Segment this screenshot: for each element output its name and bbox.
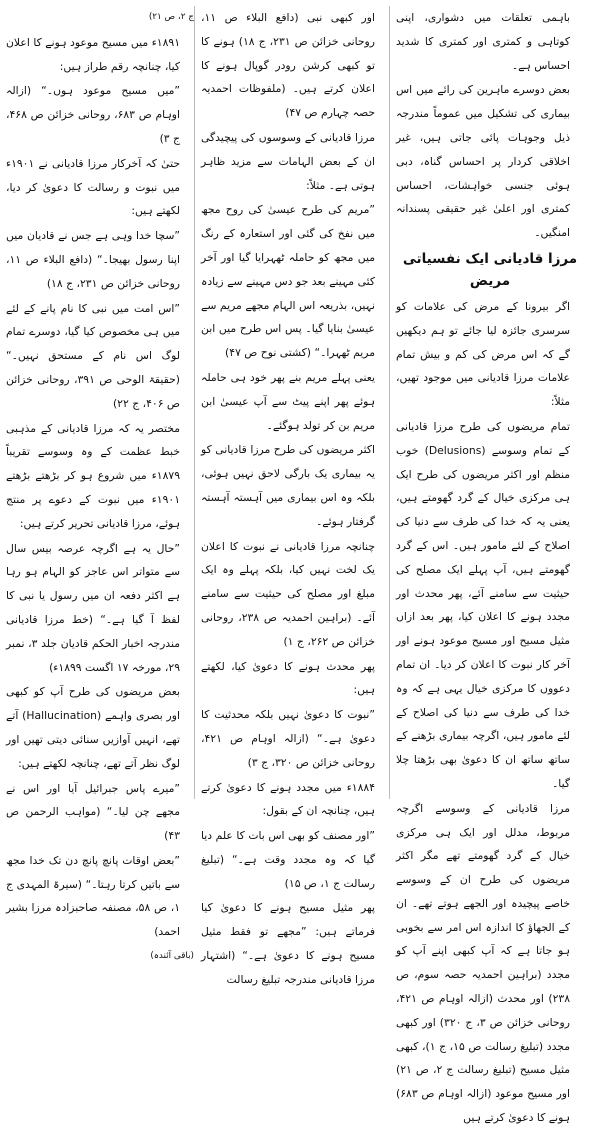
paragraph: اگر بیرونا کے مرض کی علامات کو سرسری جائزہ لیا جائے تو ہم دیکھیں گے کہ اس مرض کی کم و بیش تمام علامات مرزا قادیانی میں موجود تھیں، مثلاً: <box>396 299 570 409</box>
paragraph: مرزا قادیانی کے وسوسے اگرچہ مربوط، مدلل اور ایک ہی مرکزی خیال کے گرد گھومتے تھے مگر اکثر مریضوں کی طرح ان کے وسوسے خاصے پیچیدہ اور الجھے ہوتے تھے۔ ان کے الجھاؤ کا اندازہ اس امر سے بخوبی ہو جاتا ہے کہ آپ کبھی اپنے آپ کو مجدد (براہین احمدیہ حصہ سوم، ص ۲۳۸) اور محدث (ازالہ اوہام ص ۴۲۱، روحانی خزائن ص ۳، ج ۳۲۰) اور کبھی مجدد (تبلیغ رسالت ص ۱۵، ج ۱)، کبھی مثیل مسیح (تبلیغ رسالت ج ۲، ص ۲۱) اور مسیح موعود (ازالہ اوہام ص ۶۸۳) ہونے کا دعویٰ کرتے ہیں <box>396 801 570 1125</box>
paragraph: ۱۸۸۴ء میں مجدد ہونے کا دعویٰ کرتے ہیں، چنانچہ ان کے بقول: <box>201 780 375 818</box>
paragraph: مرزا قادیانی کے وسوسوں کی پیچیدگی ان کے بعض الہامات سے مزید ظاہر ہوتی ہے۔ مثلاً: <box>201 130 375 192</box>
paragraph: ”سچا خدا وہی ہے جس نے قادیان میں اپنا رسول بھیجا۔“ (دافع البلاء ص ۱۱، روحانی خزائن ص ۲۳۱، ج ۱۸) <box>6 229 180 290</box>
paragraph: ”حال یہ ہے اگرچہ عرصہ بیس سال سے متواتر اس عاجز کو الہام ہو رہا ہے اکثر دفعہ ان میں رسول یا نبی کا لفظ آ گیا ہے۔“ (خط مرزا قادیانی مندرجہ اخبار الحکم قادیان جلد ۳، نمبر ۲۹، مورخہ ۱۷ اگست ۱۸۹۹ء) <box>6 541 180 674</box>
paragraph: پھر مثیل مسیح ہونے کا دعویٰ کیا فرماتے ہیں: ”مجھے تو فقط مثیل مسیح ہونے کا دعویٰ ہے۔“ (اشتہار مرزا قادیانی مندرجہ تبلیغ رسالت <box>201 901 375 986</box>
paragraph: ”اس امت میں نبی کا نام پانے کے لئے میں ہی مخصوص کیا گیا، دوسرے تمام لوگ اس نام کے مستحق نہیں۔“ (حقیقۃ الوحی ص ۳۹۱، روحانی خزائن ص ۴۰۶، ج ۲۲) <box>6 301 180 410</box>
paragraph: پھر محدث ہونے کا دعویٰ کیا، لکھتے ہیں: <box>201 659 375 697</box>
reference-note: ج ۲، ص ۲۱) <box>148 12 194 22</box>
paragraph: ”مریم کی طرح عیسیٰ کی روح مجھ میں نفخ کی گئی اور استعارہ کے رنگ میں مجھ کو حاملہ ٹھہرایا گیا اور آخر کئی مہینے بعد جو دس مہینے سے زیادہ نہیں، بذریعہ اس الہام مجھے مریم سے عیسیٰ بنایا گیا۔ پس اس طرح میں ابن مریم ٹھہرا۔“ (کشتی نوح ص ۴۷) <box>201 203 375 360</box>
paragraph: بعض مریضوں کی طرح آپ کو کبھی اور بصری واہمے (Hallucination) آتے تھے، انہیں آوازیں سنائی دیتی تھیں اور لوگ نظر آتے تھے، چنانچہ لکھتے ہیں: <box>6 685 180 770</box>
paragraph: اکثر مریضوں کی طرح مرزا قادیانی کو یہ بیماری یک بارگی لاحق نہیں ہوئی، بلکہ وہ اس بیماری میں آہستہ آہستہ گرفتار ہوئے۔ <box>201 443 375 528</box>
text-column-left <box>6 6 195 962</box>
paragraph: ”بعض اوقات پانچ پانچ دن تک خدا مجھ سے باتیں کرتا رہتا۔“ (سیرۃ المہدی ج ۱، ص ۵۸، مصنفہ صاحبزادہ مرزا بشیر احمد) <box>6 853 180 939</box>
text-column-middle <box>201 6 390 986</box>
section-heading: مرزا قادیانی ایک نفسیاتی مریض <box>402 250 578 289</box>
paragraph: تمام مریضوں کی طرح مرزا قادیانی کے تمام وسوسے (Delusions) خوب منظم اور اکثر مریضوں کی طرح ایک ہی مرکزی خیال کے گرد گھومتے ہیں، یعنی یہ کہ خدا کی طرف سے دنیا کی اصلاح کے لئے مامور ہیں۔ اس کے گرد گھومتے ہیں، آپ پہلے ایک مصلح کی حیثیت سے سامنے آئے، پھر محدث اور مجدد ہونے کا اعلان کیا، پھر بعد ازاں مثیل مسیح اور مسیح موعود ہونے اور آخر کار نبوت کا اعلان کر دیا۔ ان تمام دعووں کا مرکزی خیال یہی ہے کہ وہ خدا کی طرف سے دنیا کی اصلاح کے لئے مامور ہیں، اگرچہ بیماری بڑھنے کے ساتھ ساتھ ان کا دعویٰ بھی بڑھتا چلا گیا۔ <box>396 419 570 790</box>
paragraph: مختصر یہ کہ مرزا قادیانی کے مذہبی خبط عظمت کے وہ وسوسے تقریباً ۱۸۷۹ء میں شروع ہو کر بڑھتے بڑھتے ۱۹۰۱ء میں نبوت کے دعوے پر منتج ہوئے، مرزا قادیانی تحریر کرتے ہیں: <box>6 421 180 530</box>
text-column-right <box>396 6 584 1125</box>
paragraph: یعنی پہلے مریم بنے پھر خود ہی حاملہ ہوئے پھر اپنے پیٹ سے آپ عیسیٰ ابن مریم بن کر تولد ہوگئے۔ <box>201 370 375 432</box>
reference-note: (باقی آئندہ) <box>150 951 194 962</box>
paragraph: حتیٰ کہ آخرکار مرزا قادیانی نے ۱۹۰۱ء میں نبوت و رسالت کا دعویٰ کر دیا، لکھتے ہیں: <box>6 156 180 218</box>
paragraph: ۱۸۹۱ء میں مسیح موعود ہونے کا اعلان کیا، چنانچہ رقم طراز ہیں: <box>6 35 180 73</box>
paragraph: ”میرے پاس جبرائیل آیا اور اس نے مجھے چن لیا۔“ (مواہب الرحمن ص ۴۳) <box>6 781 180 843</box>
paragraph: بعض دوسرے ماہرین کی رائے میں اس بیماری کی تشکیل میں عموماً مندرجہ ذیل وجوہات پائی جاتی ہیں، غیر اخلاقی کردار پر احساس گناہ، دبی ہوئی جنسی خواہشات، احساس کمتری اور اعلیٰ غیر حقیقی پسندانہ امنگیں۔ <box>396 83 570 240</box>
paragraph: چنانچہ مرزا قادیانی نے نبوت کا اعلان یک لخت نہیں کیا، بلکہ پہلے وہ ایک مبلغ اور مصلح کی حیثیت سے سامنے آئے۔ (براہین احمدیہ ص ۲۳۸، روحانی خزائن ص ۲۶۲، ج ۱) <box>201 539 375 648</box>
paragraph: ”اور مصنف کو بھی اس بات کا علم دیا گیا کہ وہ مجدد وقت ہے۔“ (تبلیغ رسالت ج ۱، ص ۱۵) <box>201 829 375 890</box>
paragraph: ”میں مسیح موعود ہوں۔“ (ازالہ اوہام ص ۶۸۳، روحانی خزائن ص ۴۶۸، ج ۳) <box>6 84 180 145</box>
paragraph: اور کبھی نبی (دافع البلاء ص ۱۱، روحانی خزائن ص ۲۳۱، ج ۱۸) ہونے کا تو کبھی کرشن رودر گوپال ہونے کا اعلان کرتے ہیں۔ (ملفوظات احمدیہ حصہ چہارم ص ۴۷) <box>201 11 375 120</box>
paragraph: ”نبوت کا دعویٰ نہیں بلکہ محدثیت کا دعویٰ ہے۔“ (ازالہ اوہام ص ۴۲۱، روحانی خزائن ص ۳۲۰، ج ۳) <box>201 708 375 769</box>
paragraph: باہمی تعلقات میں دشواری، اپنی کوتاہی و کمتری اور کمتری کا شدید احساس ہے۔ <box>396 11 570 72</box>
